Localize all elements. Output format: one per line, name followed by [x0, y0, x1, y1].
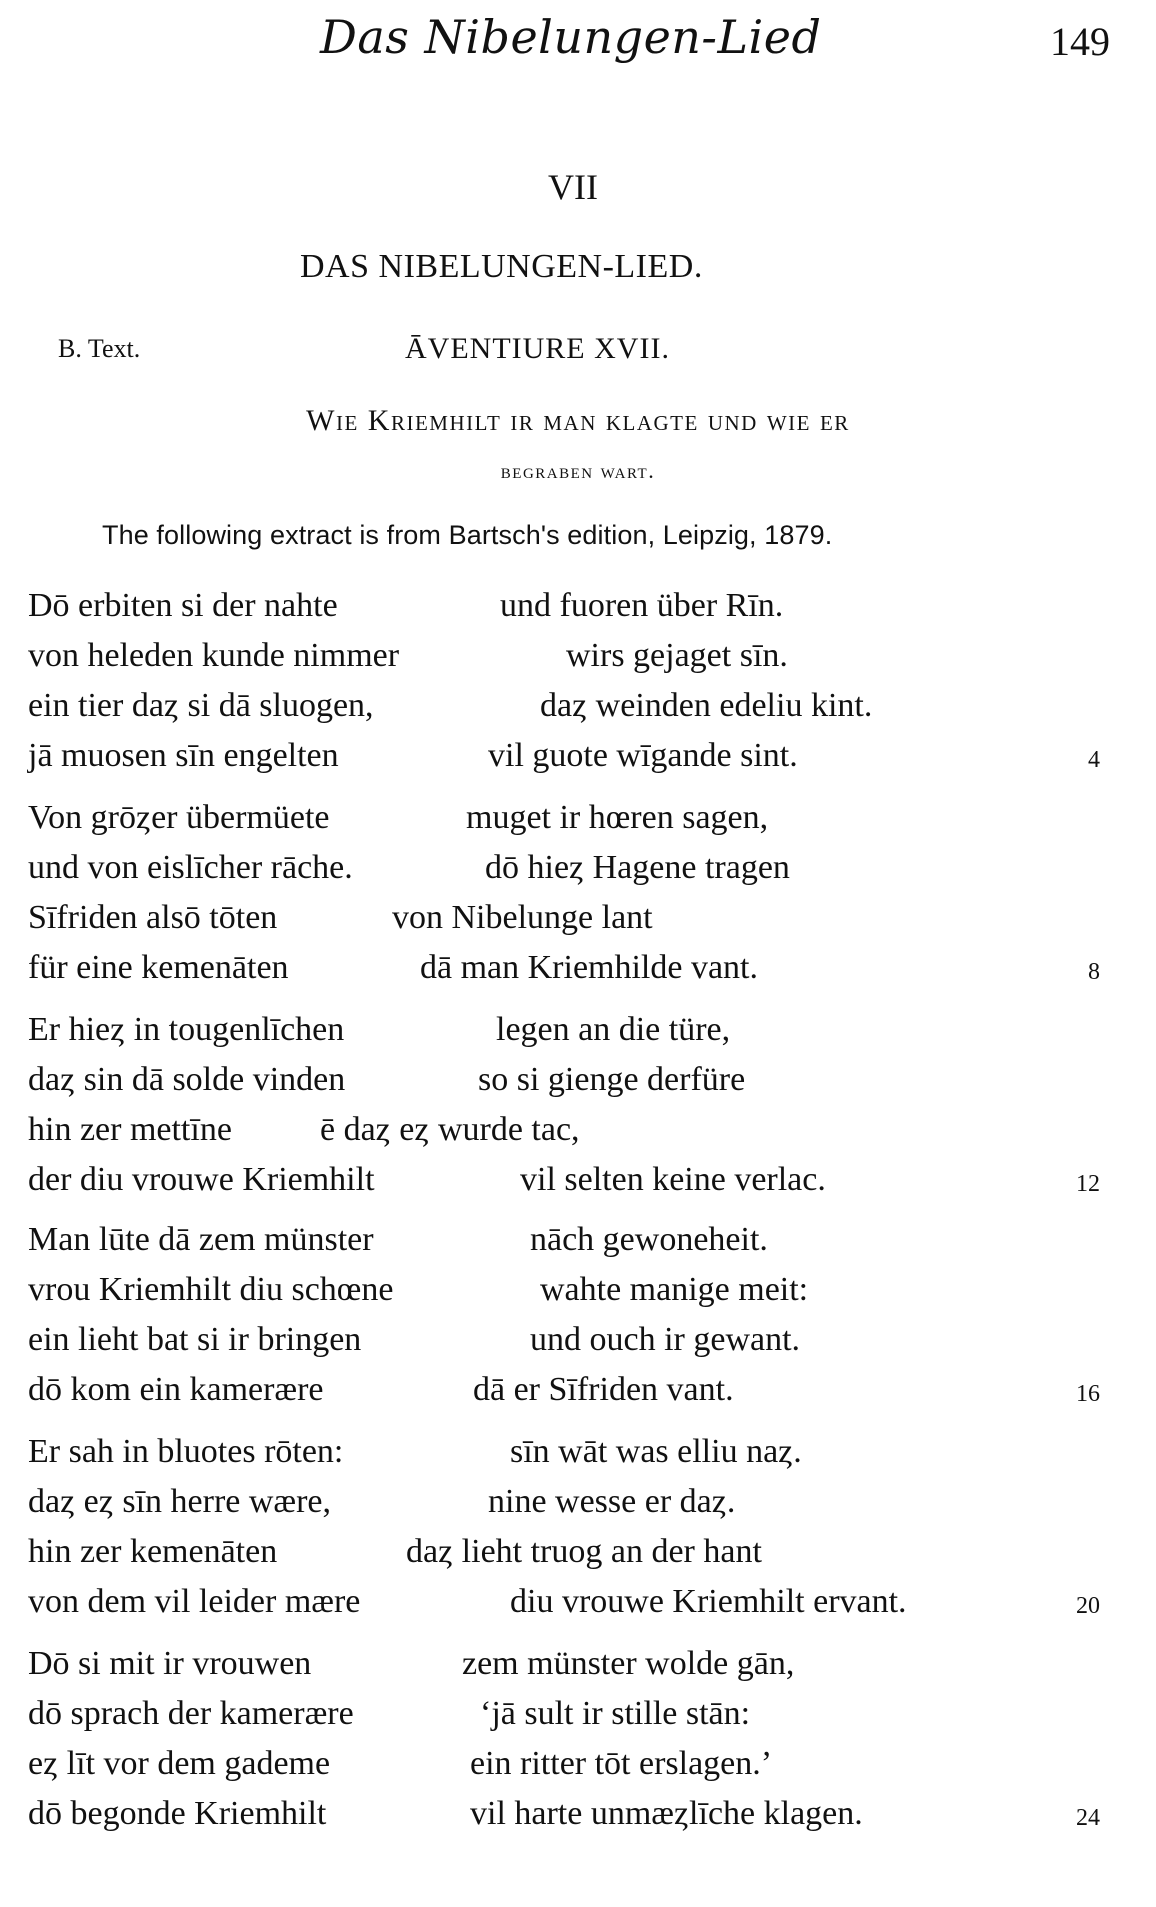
line-number: 24: [1076, 1805, 1100, 1831]
second-half-line: ein ritter tōt erslagen.’: [470, 1745, 773, 1782]
second-half-line: zem münster wolde gān,: [462, 1645, 795, 1682]
verse-line: [28, 1218, 1128, 1262]
second-half-line: diu vrouwe Kriemhilt ervant.: [510, 1583, 907, 1620]
second-half-line: nine wesse er daȥ.: [488, 1483, 736, 1520]
line-number: 8: [1088, 959, 1100, 985]
second-half-line: nāch gewoneheit.: [530, 1221, 768, 1258]
subtitle-line-2: [0, 458, 1156, 484]
running-title: Das Nibelungen-Lied: [320, 10, 822, 64]
verse-line: [28, 1530, 1128, 1574]
line-number: 20: [1076, 1593, 1100, 1619]
first-half-line: jā muosen sīn engelten: [28, 737, 339, 774]
verse-line: [28, 1742, 1128, 1786]
second-half-line: vil selten keine verlac.: [520, 1161, 826, 1198]
verse-line: [28, 634, 1128, 678]
source-note: The following extract is from Bartsch's edition, Leipzig, 1879.: [102, 520, 833, 550]
first-half-line: Er sah in bluotes rōten:: [28, 1433, 344, 1470]
verse-line: [28, 896, 1128, 940]
verse-line: [28, 1058, 1128, 1102]
second-half-line: wahte manige meit:: [540, 1271, 809, 1308]
chapter-number: [0, 166, 1156, 208]
second-half-line: so si gienge derfüre: [478, 1061, 746, 1098]
second-half-line: dō hieȥ Hagene tragen: [485, 849, 790, 886]
first-half-line: und von eislīcher rāche.: [28, 849, 353, 886]
first-half-line: ein tier daȥ si dā sluogen,: [28, 687, 374, 724]
chapter-number-text: VII: [548, 167, 598, 207]
second-half-line: sīn wāt was elliu naȥ.: [510, 1433, 802, 1470]
subtitle-line-1: Wie Kriemhilt ir man klagte und wie er: [306, 404, 850, 437]
first-half-line: hin zer kemenāten: [28, 1533, 278, 1570]
verse-line: [28, 1642, 1128, 1686]
first-half-line: dō sprach der kamerære: [28, 1695, 354, 1732]
verse-line: [28, 1108, 1128, 1152]
line-number: 4: [1088, 747, 1100, 773]
first-half-line: Sīfriden alsō tōten: [28, 899, 278, 936]
second-half-line: wirs gejaget sīn.: [566, 637, 788, 674]
first-half-line: von heleden kunde nimmer: [28, 637, 400, 674]
verse-line: [28, 1318, 1128, 1362]
second-half-line: daȥ weinden edeliu kint.: [540, 687, 873, 724]
line-number: 12: [1076, 1171, 1100, 1197]
aventiure-heading: ĀVENTIURE XVII.: [405, 332, 670, 365]
first-half-line: daȥ sin dā solde vinden: [28, 1061, 346, 1098]
second-half-line: daȥ lieht truog an der hant: [406, 1533, 762, 1570]
verse-line: [28, 1480, 1128, 1524]
verse-line: [28, 584, 1128, 628]
second-half-line: von Nibelunge lant: [392, 899, 653, 936]
first-half-line: Dō erbiten si der nahte: [28, 587, 338, 624]
first-half-line: hin zer mettīne: [28, 1111, 232, 1148]
second-half-line: vil harte unmæȥlīche klagen.: [470, 1795, 863, 1832]
first-half-line: ein lieht bat si ir bringen: [28, 1321, 362, 1358]
first-half-line: eȥ līt vor dem gademe: [28, 1745, 331, 1782]
second-half-line: ē daȥ eȥ wurde tac,: [320, 1111, 580, 1148]
first-half-line: Man lūte dā zem münster: [28, 1221, 374, 1258]
second-half-line: dā man Kriemhilde vant.: [420, 949, 759, 986]
verse-line: [28, 796, 1128, 840]
first-half-line: vrou Kriemhilt diu schœne: [28, 1271, 394, 1308]
verse-line: [28, 1792, 1128, 1836]
second-half-line: und ouch ir gewant.: [530, 1321, 801, 1358]
second-half-line: muget ir hœren sagen,: [466, 799, 769, 836]
text-label: B. Text.: [58, 334, 141, 363]
first-half-line: dō kom ein kamerære: [28, 1371, 324, 1408]
verse-line: [28, 946, 1128, 990]
verse-line: [28, 1580, 1128, 1624]
first-half-line: Von grōȥer übermüete: [28, 799, 330, 836]
second-half-line: und fuoren über Rīn.: [500, 587, 784, 624]
verse-line: [28, 1430, 1128, 1474]
work-title: DAS NIBELUNGEN-LIED.: [300, 248, 703, 285]
second-half-line: legen an die türe,: [496, 1011, 731, 1048]
second-half-line: dā er Sīfriden vant.: [473, 1371, 734, 1408]
first-half-line: der diu vrouwe Kriemhilt: [28, 1161, 375, 1198]
line-number: 16: [1076, 1381, 1100, 1407]
first-half-line: Er hieȥ in tougenlīchen: [28, 1011, 345, 1048]
verse-line: [28, 1368, 1128, 1412]
verse-line: [28, 734, 1128, 778]
verse-line: [28, 1268, 1128, 1312]
page-number: 149: [1050, 19, 1110, 64]
second-half-line: ‘jā sult ir stille stān:: [480, 1695, 751, 1732]
first-half-line: von dem vil leider mære: [28, 1583, 361, 1620]
subtitle-line-2-text: begraben wart.: [500, 458, 656, 483]
verse-line: [28, 1008, 1128, 1052]
verse-line: [28, 1692, 1128, 1736]
first-half-line: Dō si mit ir vrouwen: [28, 1645, 312, 1682]
verse-line: [28, 846, 1128, 890]
first-half-line: für eine kemenāten: [28, 949, 289, 986]
first-half-line: dō begonde Kriemhilt: [28, 1795, 327, 1832]
verse-line: [28, 1158, 1128, 1202]
second-half-line: vil guote wīgande sint.: [488, 737, 798, 774]
first-half-line: daȥ eȥ sīn herre wære,: [28, 1483, 332, 1520]
verse-line: [28, 684, 1128, 728]
